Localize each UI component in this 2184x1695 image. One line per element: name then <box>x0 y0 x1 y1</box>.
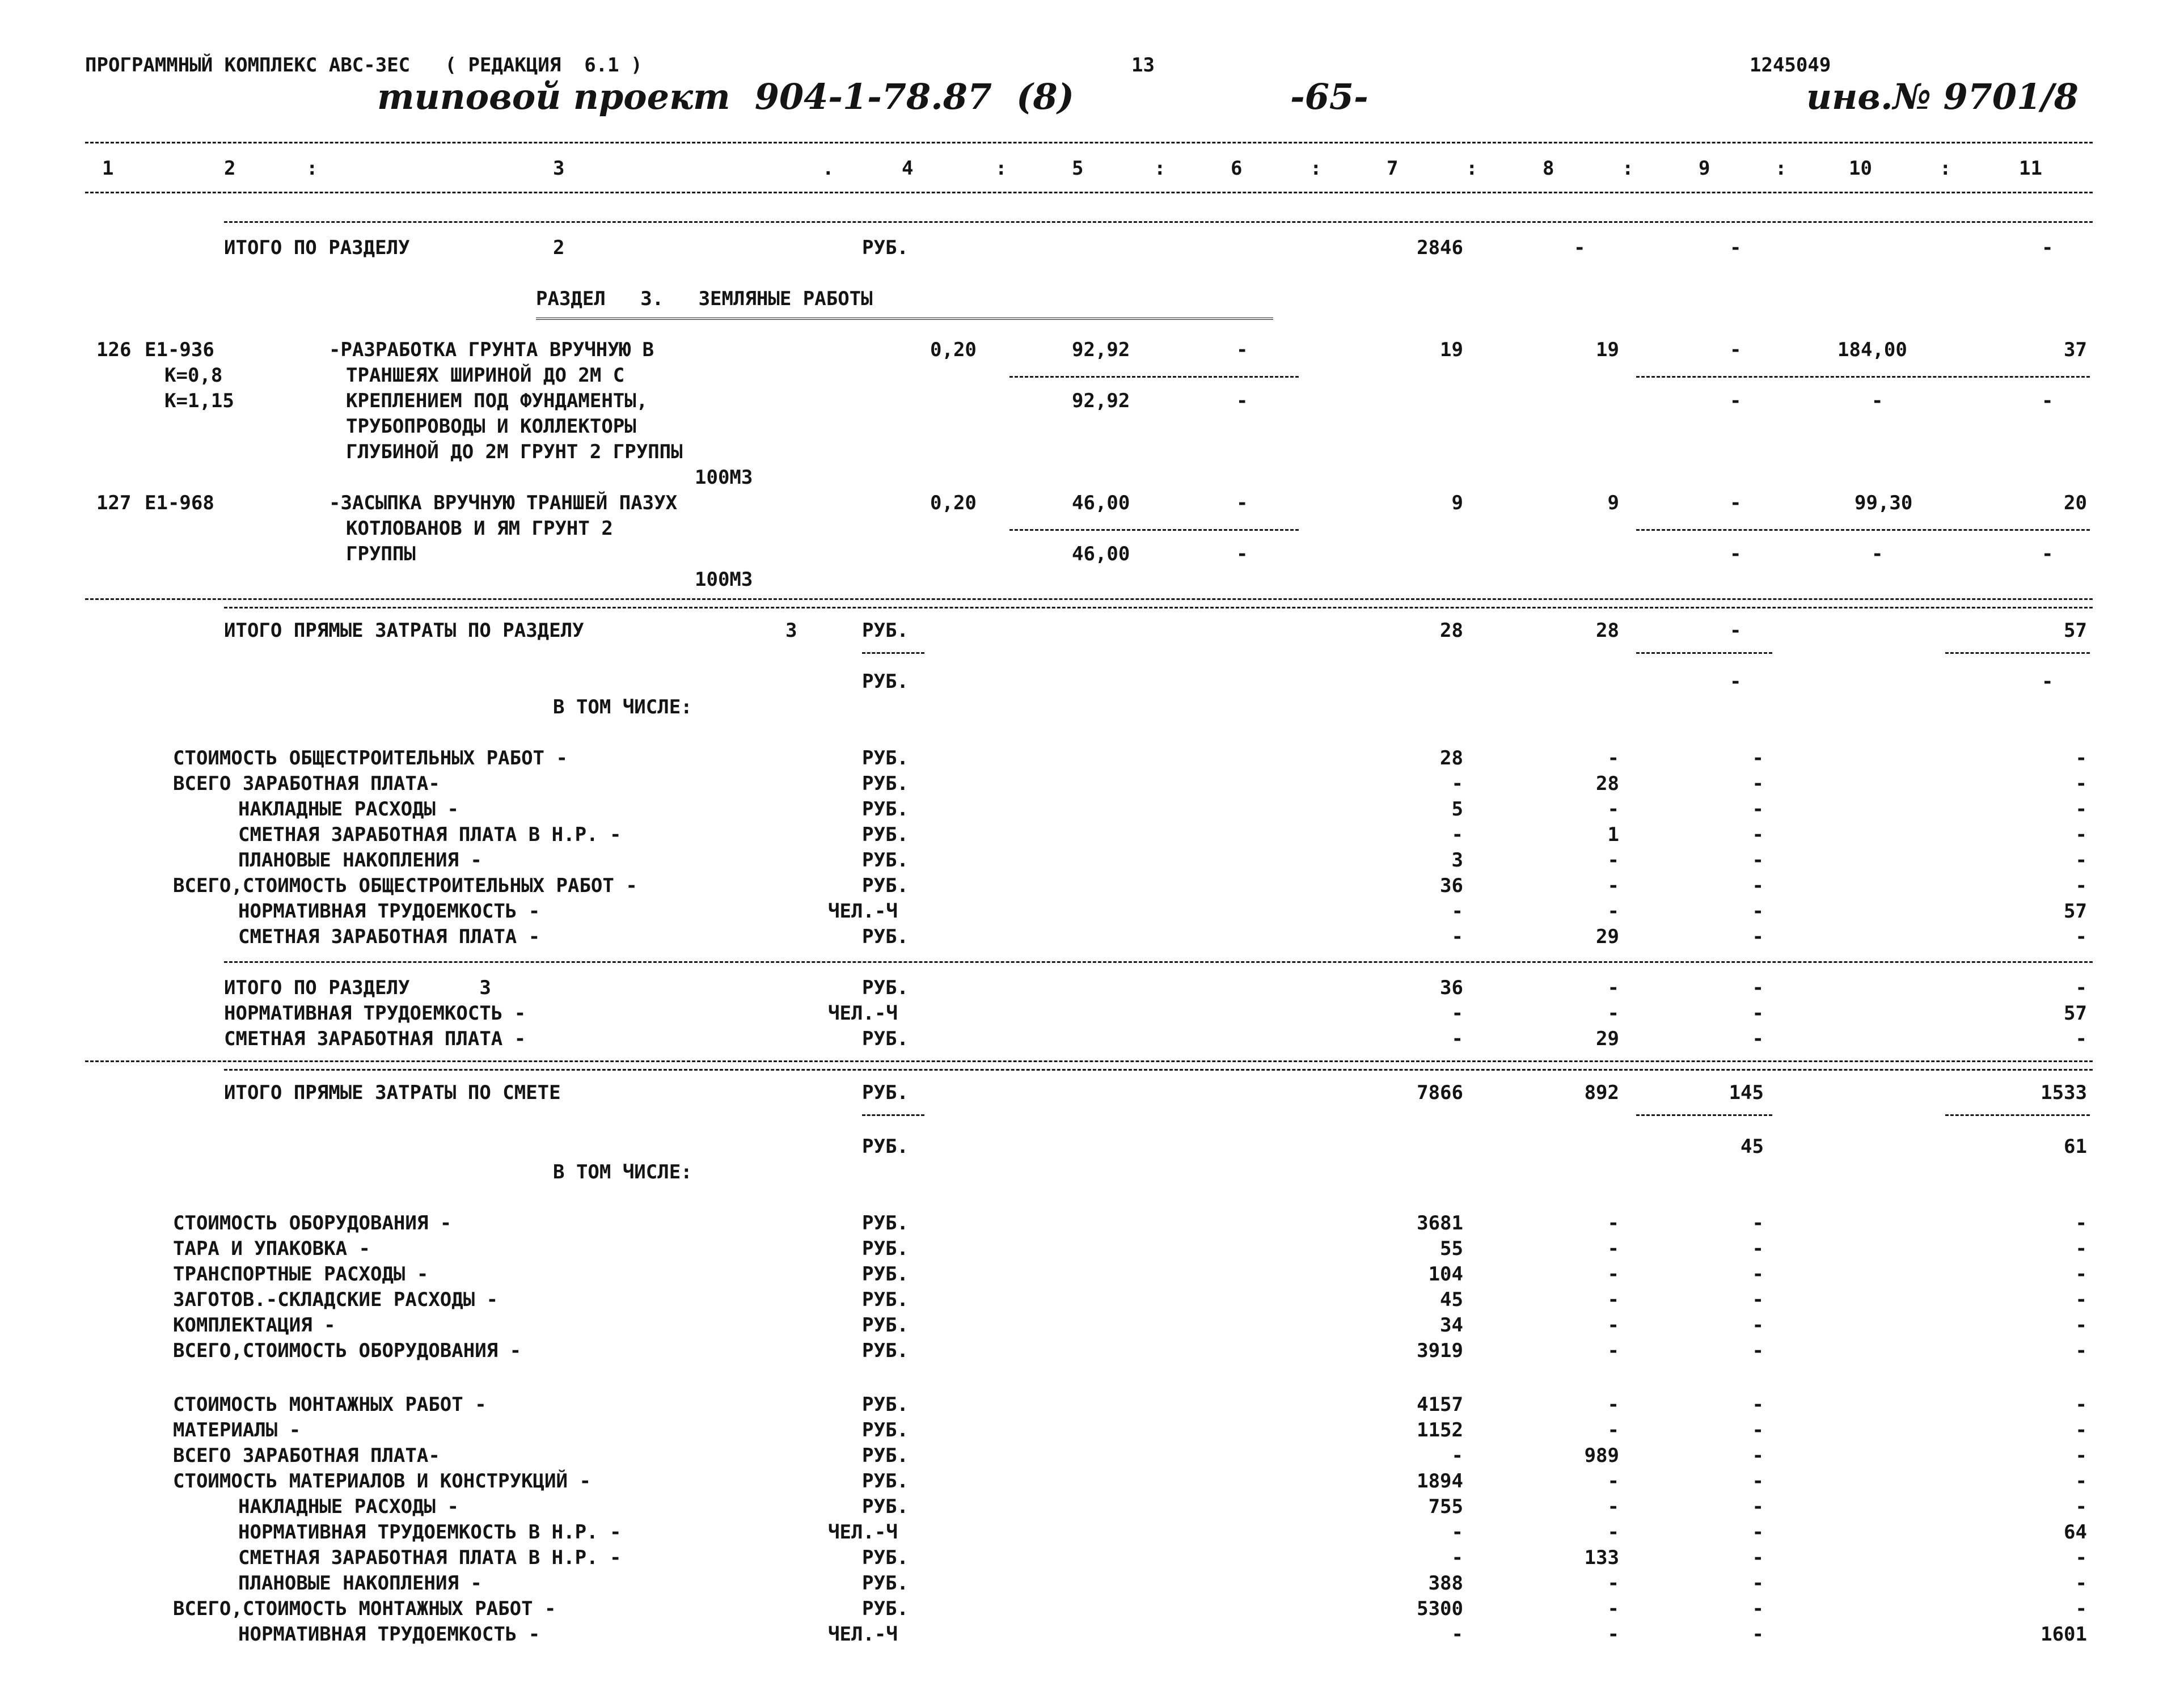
col8-value: - <box>1607 1419 1619 1442</box>
item-number: 126 <box>96 339 132 361</box>
col11-value: - <box>2075 1444 2087 1467</box>
row-label: НОРМАТИВНАЯ ТРУДОЕМКОСТЬ - <box>238 900 540 923</box>
subrule <box>1636 652 1772 654</box>
col7-value: 9 <box>1451 492 1463 514</box>
item-desc-line: ТРАНШЕЯХ ШИРИНОЙ ДО 2М С <box>346 364 625 387</box>
col8-value: - <box>1574 236 1586 259</box>
unit: РУБ. <box>862 1495 909 1518</box>
column-header-4: 4 <box>902 157 914 180</box>
col7-value: 5 <box>1451 798 1463 821</box>
col11-value: - <box>2075 925 2087 948</box>
section-number: 2 <box>553 236 565 259</box>
col9-value: - <box>1752 772 1764 795</box>
row-label: СТОИМОСТЬ ОБЩЕСТРОИТЕЛЬНЫХ РАБОТ - <box>173 747 568 770</box>
col8-value: 133 <box>1584 1546 1619 1569</box>
handwritten-inventory-number: инв.№ 9701/8 <box>1806 76 2079 117</box>
col11-value: - <box>2075 1419 2087 1442</box>
row-label: КОМПЛЕКТАЦИЯ - <box>173 1314 336 1337</box>
column-header-8: 8 <box>1543 157 1554 180</box>
col7-value: 36 <box>1440 874 1463 897</box>
item-code: Е1-968 <box>145 492 214 514</box>
unit: РУБ. <box>862 1288 909 1311</box>
item-desc-line: -РАЗРАБОТКА ГРУНТА ВРУЧНУЮ В <box>329 339 654 361</box>
col7-value: 45 <box>1440 1288 1463 1311</box>
col8-value: - <box>1607 1597 1619 1620</box>
col11-value: - <box>2075 849 2087 872</box>
col7-value: - <box>1451 1546 1463 1569</box>
unit: РУБ. <box>862 925 909 948</box>
row-label: СМЕТНАЯ ЗАРАБОТНАЯ ПЛАТА - <box>224 1028 526 1050</box>
unit: РУБ. <box>862 977 909 999</box>
col11-value: 1601 <box>2041 1623 2087 1646</box>
unit: РУБ. <box>862 1339 909 1362</box>
subrule <box>1945 1114 2090 1116</box>
col7-value: 4157 <box>1417 1393 1463 1416</box>
col10-value-alt: - <box>1872 390 1883 412</box>
col9-value: - <box>1730 619 1742 642</box>
col7-value: 28 <box>1440 619 1463 642</box>
col9-value-alt: - <box>1730 670 1742 693</box>
unit: ЧЕЛ.-Ч <box>828 1623 898 1646</box>
row-label: НАКЛАДНЫЕ РАСХОДЫ - <box>238 798 459 821</box>
row-label: НОРМАТИВНАЯ ТРУДОЕМКОСТЬ - <box>224 1002 526 1025</box>
col9-value: - <box>1752 1572 1764 1595</box>
unit: РУБ. <box>862 1419 909 1442</box>
row-label: СТОИМОСТЬ МАТЕРИАЛОВ И КОНСТРУКЦИЙ - <box>173 1470 591 1493</box>
col9-value: - <box>1752 1444 1764 1467</box>
col7-value: 3681 <box>1417 1212 1463 1235</box>
section-rule <box>224 221 2093 223</box>
col8-value: - <box>1607 849 1619 872</box>
col8-value: - <box>1607 874 1619 897</box>
row-label: ВСЕГО ЗАРАБОТНАЯ ПЛАТА- <box>173 772 440 795</box>
col11-value: 37 <box>2064 339 2087 361</box>
col8-value: 19 <box>1596 339 1619 361</box>
unit: ЧЕЛ.-Ч <box>828 1002 898 1025</box>
subrule <box>1009 376 1299 378</box>
col11-value: - <box>2075 1028 2087 1050</box>
row-label: ПЛАНОВЫЕ НАКОПЛЕНИЯ - <box>238 1572 482 1595</box>
col8-value: - <box>1607 1314 1619 1337</box>
unit: РУБ. <box>862 772 909 795</box>
title-underline <box>536 318 1273 320</box>
unit: РУБ. <box>862 747 909 770</box>
col8-value: - <box>1607 1263 1619 1286</box>
col11-value: 57 <box>2064 1002 2087 1025</box>
rule <box>224 607 2093 608</box>
handwritten-page-number: -65- <box>1290 76 1368 117</box>
row-label: ТАРА И УПАКОВКА - <box>173 1237 370 1260</box>
col8-value: 28 <box>1596 772 1619 795</box>
col8-value: - <box>1607 1288 1619 1311</box>
unit: РУБ. <box>862 1028 909 1050</box>
col9-value: - <box>1752 747 1764 770</box>
col7-value: 3919 <box>1417 1339 1463 1362</box>
col8-value: - <box>1607 798 1619 821</box>
col9-value: - <box>1752 1623 1764 1646</box>
column-header-2: 2 <box>224 157 236 180</box>
column-header-11: 11 <box>2019 157 2042 180</box>
col9-value-alt: 45 <box>1741 1135 1764 1158</box>
unit: РУБ. <box>862 823 909 846</box>
col8-value: - <box>1607 1212 1619 1235</box>
col11-value: - <box>2075 1470 2087 1493</box>
col11-value: 57 <box>2064 619 2087 642</box>
col6-value-alt: - <box>1236 390 1248 412</box>
col9-value: - <box>1752 1002 1764 1025</box>
unit: ЧЕЛ.-Ч <box>828 1521 898 1544</box>
row-label: ИТОГО ПО РАЗДЕЛУ 3 <box>224 977 491 999</box>
col7-value: - <box>1451 1521 1463 1544</box>
row-label: СМЕТНАЯ ЗАРАБОТНАЯ ПЛАТА В Н.Р. - <box>238 1546 622 1569</box>
col9-value: - <box>1752 1288 1764 1311</box>
subrule <box>1009 529 1299 531</box>
col8-value: - <box>1607 1572 1619 1595</box>
col11-value: 57 <box>2064 900 2087 923</box>
col8-value: - <box>1607 1339 1619 1362</box>
col11-value: - <box>2075 1393 2087 1416</box>
unit-alt: РУБ. <box>862 670 909 693</box>
row-label: ИТОГО ПРЯМЫЕ ЗАТРАТЫ ПО СМЕТЕ <box>224 1081 561 1104</box>
row-label: ПЛАНОВЫЕ НАКОПЛЕНИЯ - <box>238 849 482 872</box>
col8-value: - <box>1607 1495 1619 1518</box>
col11-value: - <box>2075 1495 2087 1518</box>
unit: РУБ. <box>862 874 909 897</box>
col9-value: - <box>1752 1495 1764 1518</box>
col8-value: - <box>1607 900 1619 923</box>
subrule <box>862 1114 924 1116</box>
col8-value: 9 <box>1607 492 1619 514</box>
col9-value: - <box>1752 1212 1764 1235</box>
col8-value: - <box>1607 1470 1619 1493</box>
col11-value: - <box>2075 977 2087 999</box>
col11-value: - <box>2075 747 2087 770</box>
col5-value: 46,00 <box>1072 492 1130 514</box>
item-desc-line: КОТЛОВАНОВ И ЯМ ГРУНТ 2 <box>346 517 613 540</box>
col11-value: - <box>2042 236 2054 259</box>
sheet-number: 13 <box>1131 54 1155 77</box>
col9-value: - <box>1752 1237 1764 1260</box>
col9-value-alt: - <box>1730 390 1742 412</box>
item-desc-line: ГРУППЫ <box>346 543 416 565</box>
col7-value: - <box>1451 1028 1463 1050</box>
col11-value: - <box>2075 1572 2087 1595</box>
subrule <box>862 652 924 654</box>
item-desc-line: -ЗАСЫПКА ВРУЧНУЮ ТРАНШЕЙ ПАЗУХ <box>329 492 678 514</box>
col11-value: - <box>2075 1263 2087 1286</box>
col9-value: - <box>1752 1263 1764 1286</box>
col11-value-alt: - <box>2042 670 2054 693</box>
section3-title: РАЗДЕЛ 3. ЗЕМЛЯНЫЕ РАБОТЫ <box>536 288 873 310</box>
col7-value: - <box>1451 823 1463 846</box>
col8-value: 892 <box>1584 1081 1619 1104</box>
col7-value: - <box>1451 1002 1463 1025</box>
col9-value: - <box>1752 1393 1764 1416</box>
item-unit: 100М3 <box>695 568 753 591</box>
col7-value: 3 <box>1451 849 1463 872</box>
item-desc-line: ТРУБОПРОВОДЫ И КОЛЛЕКТОРЫ <box>346 415 636 438</box>
row-label: ВСЕГО ЗАРАБОТНАЯ ПЛАТА- <box>173 1444 440 1467</box>
col8-value: - <box>1607 1393 1619 1416</box>
col7-value: 755 <box>1428 1495 1463 1518</box>
handwritten-project-number: типовой проект 904-1-78.87 (8) <box>377 76 1074 117</box>
subrule <box>1636 529 2090 531</box>
unit: РУБ. <box>862 1572 909 1595</box>
col8-value: 28 <box>1596 619 1619 642</box>
column-header-9: 9 <box>1699 157 1710 180</box>
row-label: МАТЕРИАЛЫ - <box>173 1419 301 1442</box>
col9-value: - <box>1730 236 1742 259</box>
col8-value: - <box>1607 977 1619 999</box>
row-label: ВСЕГО,СТОИМОСТЬ ОБЩЕСТРОИТЕЛЬНЫХ РАБОТ - <box>173 874 637 897</box>
unit: РУБ. <box>862 1444 909 1467</box>
row-label: ТРАНСПОРТНЫЕ РАСХОДЫ - <box>173 1263 429 1286</box>
subrule <box>1636 376 2090 378</box>
col6-value: - <box>1236 492 1248 514</box>
rule <box>224 1069 2093 1071</box>
col7-value: - <box>1451 1623 1463 1646</box>
unit: РУБ. <box>862 798 909 821</box>
col9-value: - <box>1752 1314 1764 1337</box>
section-number: 3 <box>785 619 797 642</box>
item-code: Е1-936 <box>145 339 214 361</box>
col9-value: 145 <box>1729 1081 1764 1104</box>
col10-value: 184,00 <box>1837 339 1907 361</box>
col9-value: - <box>1752 925 1764 948</box>
col10-value-alt: - <box>1872 543 1883 565</box>
col8-value: - <box>1607 1002 1619 1025</box>
col11-value: 1533 <box>2041 1081 2087 1104</box>
col9-value: - <box>1752 798 1764 821</box>
col9-value: - <box>1752 1470 1764 1493</box>
col7-value: 1152 <box>1417 1419 1463 1442</box>
header-rule-bottom <box>85 192 2093 193</box>
col7-value: 104 <box>1428 1263 1463 1286</box>
col11-value: - <box>2075 823 2087 846</box>
subrule <box>1945 652 2090 654</box>
col9-value: - <box>1752 874 1764 897</box>
row-label: СМЕТНАЯ ЗАРАБОТНАЯ ПЛАТА В Н.Р. - <box>238 823 622 846</box>
including-heading: В ТОМ ЧИСЛЕ: <box>553 1161 692 1183</box>
col8-value: 29 <box>1596 1028 1619 1050</box>
header-rule-top <box>85 142 2093 143</box>
col9-value: - <box>1730 339 1742 361</box>
row-label: ВСЕГО,СТОИМОСТЬ МОНТАЖНЫХ РАБОТ - <box>173 1597 556 1620</box>
col9-value-alt: - <box>1730 543 1742 565</box>
coefficient-2: К=1,15 <box>164 390 234 412</box>
unit: РУБ. <box>862 619 909 642</box>
col5-value-alt: 46,00 <box>1072 543 1130 565</box>
quantity: 0,20 <box>930 492 977 514</box>
unit: РУБ. <box>862 1597 909 1620</box>
col10-value: 99,30 <box>1855 492 1913 514</box>
col11-value: - <box>2075 772 2087 795</box>
col9-value: - <box>1752 1339 1764 1362</box>
col9-value: - <box>1752 1028 1764 1050</box>
item-desc-line: КРЕПЛЕНИЕМ ПОД ФУНДАМЕНТЫ, <box>346 390 648 412</box>
doc-number: 1245049 <box>1750 54 1831 77</box>
coefficient-1: К=0,8 <box>164 364 223 387</box>
col5-value-alt: 92,92 <box>1072 390 1130 412</box>
col11-value: - <box>2075 1237 2087 1260</box>
col9-value: - <box>1752 977 1764 999</box>
item-unit: 100М3 <box>695 466 753 489</box>
col6-value: - <box>1236 339 1248 361</box>
col8-value: - <box>1607 1623 1619 1646</box>
unit: РУБ. <box>862 1393 909 1416</box>
unit: РУБ. <box>862 1470 909 1493</box>
column-header-10: 10 <box>1849 157 1872 180</box>
col11-value: - <box>2075 1546 2087 1569</box>
item-number: 127 <box>96 492 132 514</box>
col8-value: 1 <box>1607 823 1619 846</box>
col11-value: - <box>2075 1288 2087 1311</box>
rule <box>224 961 2093 963</box>
rule <box>85 1060 2093 1062</box>
col7-value: 19 <box>1440 339 1463 361</box>
col11-value: - <box>2075 1212 2087 1235</box>
row-label: ВСЕГО,СТОИМОСТЬ ОБОРУДОВАНИЯ - <box>173 1339 522 1362</box>
row-label: ИТОГО ПРЯМЫЕ ЗАТРАТЫ ПО РАЗДЕЛУ <box>224 619 584 642</box>
unit: РУБ. <box>862 1314 909 1337</box>
col11-value-alt: - <box>2042 543 2054 565</box>
col7-value: 388 <box>1428 1572 1463 1595</box>
subrule <box>1636 1114 1772 1116</box>
column-header-6: 6 <box>1231 157 1243 180</box>
unit: РУБ. <box>862 1263 909 1286</box>
col9-value: - <box>1752 1419 1764 1442</box>
col9-value: - <box>1752 900 1764 923</box>
col11-value: - <box>2075 1339 2087 1362</box>
col8-value: 29 <box>1596 925 1619 948</box>
unit-alt: РУБ. <box>862 1135 909 1158</box>
col7-value: 34 <box>1440 1314 1463 1337</box>
col7-value: 5300 <box>1417 1597 1463 1620</box>
col7-value: 55 <box>1440 1237 1463 1260</box>
quantity: 0,20 <box>930 339 977 361</box>
col11-value: - <box>2075 1314 2087 1337</box>
row-label: ЗАГОТОВ.-СКЛАДСКИЕ РАСХОДЫ - <box>173 1288 499 1311</box>
col7-value: 36 <box>1440 977 1463 999</box>
row-label: НАКЛАДНЫЕ РАСХОДЫ - <box>238 1495 459 1518</box>
unit: РУБ. <box>862 1546 909 1569</box>
program-header: ПРОГРАММНЫЙ КОМПЛЕКС АВС-3ЕС ( РЕДАКЦИЯ 6.1 ) <box>85 54 643 77</box>
unit: РУБ. <box>862 849 909 872</box>
col9-value: - <box>1752 1597 1764 1620</box>
col11-value: - <box>2075 1597 2087 1620</box>
unit: ЧЕЛ.-Ч <box>828 900 898 923</box>
col7-value: - <box>1451 1444 1463 1467</box>
col9-value: - <box>1752 823 1764 846</box>
row-label: НОРМАТИВНАЯ ТРУДОЕМКОСТЬ В Н.Р. - <box>238 1521 622 1544</box>
col6-value-alt: - <box>1236 543 1248 565</box>
col11-value-alt: 61 <box>2064 1135 2087 1158</box>
col11-value: 64 <box>2064 1521 2087 1544</box>
col7-value: - <box>1451 925 1463 948</box>
col11-value: - <box>2075 798 2087 821</box>
unit: РУБ. <box>862 236 909 259</box>
row-label: СТОИМОСТЬ МОНТАЖНЫХ РАБОТ - <box>173 1393 487 1416</box>
col11-value: - <box>2075 874 2087 897</box>
col9-value: - <box>1752 1521 1764 1544</box>
unit: РУБ. <box>862 1081 909 1104</box>
col7-value: 28 <box>1440 747 1463 770</box>
col7-value: - <box>1451 900 1463 923</box>
unit: РУБ. <box>862 1237 909 1260</box>
column-header-1: 1 <box>102 157 114 180</box>
col8-value: - <box>1607 1237 1619 1260</box>
col11-value-alt: - <box>2042 390 2054 412</box>
row-label: СТОИМОСТЬ ОБОРУДОВАНИЯ - <box>173 1212 452 1235</box>
including-heading: В ТОМ ЧИСЛЕ: <box>553 696 692 718</box>
col9-value: - <box>1730 492 1742 514</box>
column-header-7: 7 <box>1387 157 1399 180</box>
col9-value: - <box>1752 849 1764 872</box>
col7-value: - <box>1451 772 1463 795</box>
column-header-5: 5 <box>1072 157 1084 180</box>
column-header-3: 3 <box>553 157 565 180</box>
col5-value: 92,92 <box>1072 339 1130 361</box>
col8-value: 989 <box>1584 1444 1619 1467</box>
col7-value: 2846 <box>1417 236 1463 259</box>
item-desc-line: ГЛУБИНОЙ ДО 2М ГРУНТ 2 ГРУППЫ <box>346 441 683 463</box>
col8-value: - <box>1607 747 1619 770</box>
row-label: ИТОГО ПО РАЗДЕЛУ <box>224 236 410 259</box>
col8-value: - <box>1607 1521 1619 1544</box>
unit: РУБ. <box>862 1212 909 1235</box>
col7-value: 7866 <box>1417 1081 1463 1104</box>
rule <box>85 598 2093 600</box>
col7-value: 1894 <box>1417 1470 1463 1493</box>
row-label: НОРМАТИВНАЯ ТРУДОЕМКОСТЬ - <box>238 1623 540 1646</box>
col9-value: - <box>1752 1546 1764 1569</box>
row-label: СМЕТНАЯ ЗАРАБОТНАЯ ПЛАТА - <box>238 925 540 948</box>
col11-value: 20 <box>2064 492 2087 514</box>
